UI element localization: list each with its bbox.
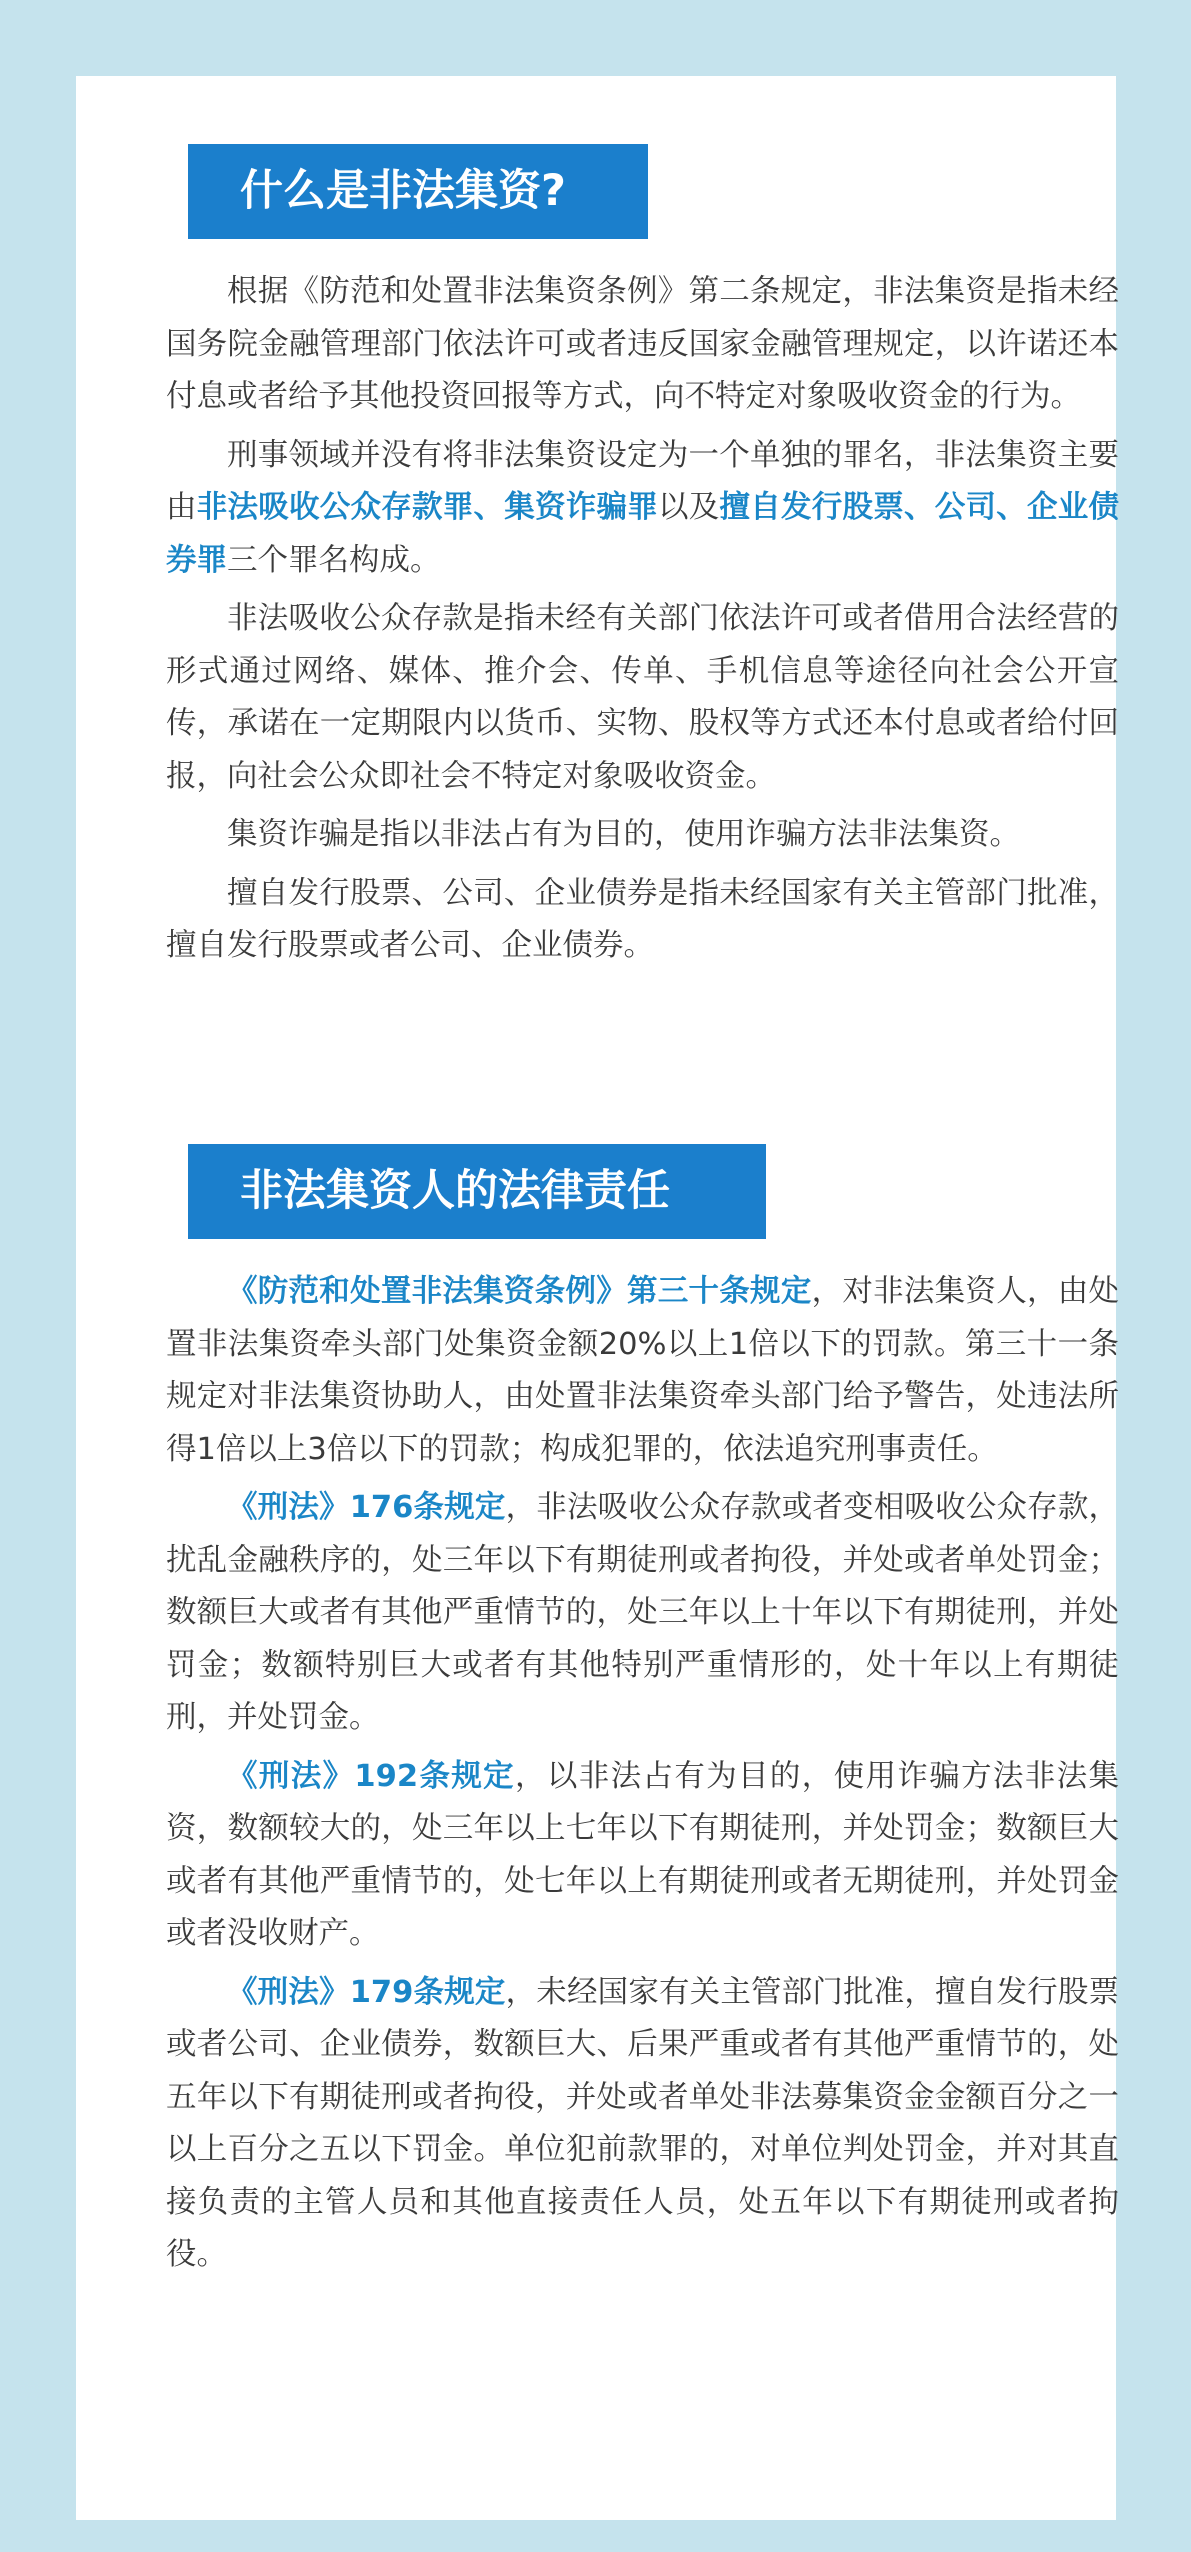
paragraph-unauthorized-issuance: 擅自发行股票、公司、企业债券是指未经国家有关主管部门批准，擅自发行股票或者公司、企业债券。 bbox=[166, 875, 1119, 963]
text: 三个罪名构成。 bbox=[227, 542, 441, 578]
text: ，非法吸收公众存款或者变相吸收公众存款，扰乱金融秩序的，处三年以下有期徒刑或者拘役，并处或者单处罚金；数额巨大或者有其他严重情节的，处三年以上十年以下有期徒刑，并处罚金；数额特别巨大或者有其他特别严重情形的，处十年以上有期徒刑，并处罚金。 bbox=[166, 1490, 1120, 1735]
highlight-law-reference: 《刑法》179条规定 bbox=[227, 1974, 506, 2010]
section-title-what-is-illegal-fundraising: 什么是非法集资? bbox=[188, 144, 648, 239]
paragraph-criminal-law-176 bbox=[166, 1482, 1119, 1745]
section-title-legal-liability: 非法集资人的法律责任 bbox=[188, 1144, 766, 1239]
section-body-definition bbox=[166, 266, 1119, 979]
text: ，未经国家有关主管部门批准，擅自发行股票或者公司、企业债券，数额巨大、后果严重或者有其他严重情节的，处五年以下有期徒刑或者拘役，并处或者单处非法募集资金金额百分之一以上百分之五以下罚金。单位犯前款罪的，对单位判处罚金，并对其直接负责的主管人员和其他直接责任人员，处五年以下有期徒刑或者拘役。 bbox=[166, 1974, 1120, 2272]
highlight-law-reference: 《刑法》176条规定 bbox=[227, 1490, 506, 1525]
text: ，对非法集资人，由处置非法集资牵头部门处集资金额20%以上1倍以下的罚款。第三十一条规定对非法集资协助人，由处置非法集资牵头部门给予警告，处违法所得1倍以上3倍以下的罚款；构成犯罪的，依法追究刑事责任。 bbox=[166, 1274, 1120, 1467]
highlight-law-reference: 《防范和处置非法集资条例》第三十条规定 bbox=[227, 1274, 812, 1309]
paragraph-criminal-law-192 bbox=[166, 1751, 1119, 1961]
section-body-liability bbox=[166, 1266, 1119, 2288]
paragraph-criminal-law-179 bbox=[166, 1967, 1119, 2282]
highlight-crime-names: 擅自发行股票、公司、企业债券罪 bbox=[166, 490, 1119, 578]
paragraph-illegal-deposits: 非法吸收公众存款是指未经有关部门依法许可或者借用合法经营的形式通过网络、媒体、推介会、传单、手机信息等途径向社会公开宣传，承诺在一定期限内以货币、实物、股权等方式还本付息或者给付回报，向社会公众即社会不特定对象吸收资金。 bbox=[166, 601, 1119, 794]
text: ，以非法占有为目的，使用诈骗方法非法集资，数额较大的，处三年以上七年以下有期徒刑，并处罚金；数额巨大或者有其他严重情节的，处七年以上有期徒刑或者无期徒刑，并处罚金或者没收财产。 bbox=[166, 1758, 1120, 1951]
paragraph-definition: 根据《防范和处置非法集资条例》第二条规定，非法集资是指未经国务院金融管理部门依法许可或者违反国家金融管理规定，以许诺还本付息或者给予其他投资回报等方式，向不特定对象吸收资金的行为。 bbox=[166, 274, 1119, 414]
content-card bbox=[76, 76, 1120, 2520]
highlight-crime-names: 非法吸收公众存款罪、集资诈骗罪 bbox=[196, 490, 658, 525]
paragraph-fundraising-fraud: 集资诈骗是指以非法占有为目的，使用诈骗方法非法集资。 bbox=[227, 817, 1020, 852]
highlight-law-reference: 《刑法》192条规定 bbox=[227, 1758, 516, 1794]
text: 刑事领域并没有将非法集资设定为一个单独的罪名，非法集资主要由 bbox=[166, 437, 1119, 525]
paragraph-regulation-article-30 bbox=[166, 1266, 1119, 1476]
paragraph-crimes bbox=[166, 430, 1119, 588]
text: 以及 bbox=[658, 490, 720, 525]
